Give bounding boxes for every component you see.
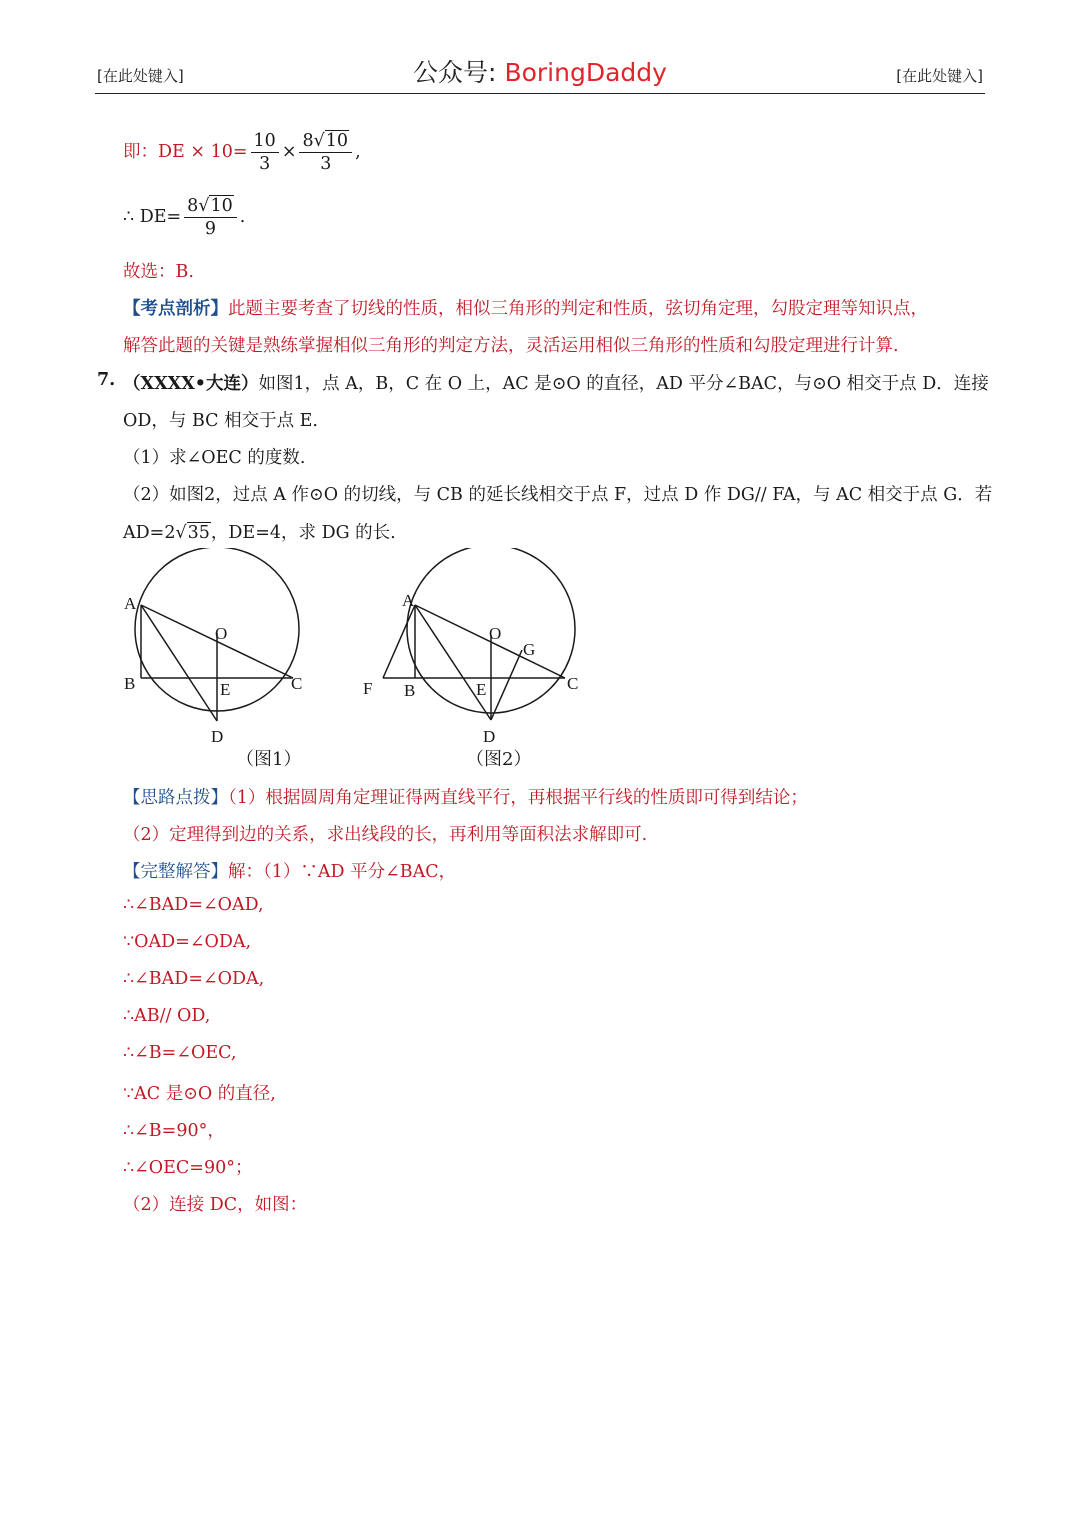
header-left-placeholder: [在此处键入] xyxy=(97,67,184,85)
header-right-placeholder: [在此处键入] xyxy=(896,67,983,85)
header-brand: BoringDaddy xyxy=(504,58,667,87)
equation-line-1: 即：DE × 10= $\frac{10}{3}$ × $\frac{8√10}{3}$ , xyxy=(123,131,361,174)
fig2-label-C: C xyxy=(567,674,579,693)
answer-step: ∴∠B=∠OEC, xyxy=(123,1043,237,1063)
fig2-label-E: E xyxy=(476,680,487,699)
fraction-8root10-over-9: $\frac{8√10}{9}$ xyxy=(184,195,237,240)
fig2-label-D: D xyxy=(483,727,496,746)
fig2-label-A: A xyxy=(402,591,415,610)
answer-step: ∴∠BAD=∠ODA, xyxy=(123,969,265,989)
question-stem-1: （XXXX•大连）如图1，点 A，B，C 在 O 上，AC 是⊙O 的直径，AD 平分∠BAC，与⊙O 相交于点 D．连接 xyxy=(123,374,989,394)
fraction-8root10-over-3: $\frac{8√10}{3}$ xyxy=(299,130,352,175)
answer-step: ∴AB// OD, xyxy=(123,1006,211,1026)
fig1-label-C: C xyxy=(291,674,303,693)
eq2-prefix: ∴ DE= xyxy=(123,207,182,227)
question-part-2-line-2: AD=2√35，DE=4，求 DG 的长. xyxy=(123,523,396,543)
choice-line: 故选：B. xyxy=(123,262,194,282)
answer-step: ∵AC 是⊙O 的直径, xyxy=(123,1084,276,1104)
fig1-label-O: O xyxy=(215,624,228,643)
question-part-2-line-1: （2）如图2，过点 A 作⊙O 的切线，与 CB 的延长线相交于点 F，过点 D 作 DG// FA，与 AC 相交于点 G．若 xyxy=(123,485,993,505)
fig1-segment-AD xyxy=(141,605,217,721)
fig2-segment-AD xyxy=(415,605,491,720)
fig1-label-B: B xyxy=(124,674,136,693)
header-title xyxy=(95,53,985,89)
header-title-prefix: 公众号: xyxy=(413,58,497,87)
fig2-label-F: F xyxy=(363,679,373,698)
hint-line-2: （2）定理得到边的关系，求出线段的长，再利用等面积法求解即可. xyxy=(123,825,648,845)
answer-tag: 【完整解答】 xyxy=(123,862,228,882)
answer-step: （2）连接 DC，如图： xyxy=(123,1195,308,1215)
fig2-label-O: O xyxy=(489,624,502,643)
hint-tag: 【思路点拨】 xyxy=(123,788,228,808)
figure-1-diagram xyxy=(115,548,325,748)
fig1-label-A: A xyxy=(124,594,137,613)
page-header xyxy=(95,55,985,94)
question-source: （XXXX•大连） xyxy=(123,374,259,394)
hint-line-1: 【思路点拨】（1）根据圆周角定理证得两直线平行，再根据平行线的性质即可得到结论； xyxy=(123,788,808,808)
analysis-line-2: 解答此题的关键是熟练掌握相似三角形的判定方法，灵活运用相似三角形的性质和勾股定理进行计算. xyxy=(123,336,899,356)
answer-step: ∴∠BAD=∠OAD, xyxy=(123,895,264,915)
answer-intro: 【完整解答】解：（1）∵AD 平分∠BAC， xyxy=(123,862,457,882)
fig2-label-B: B xyxy=(404,681,416,700)
answer-step: ∴∠OEC=90°； xyxy=(123,1158,253,1178)
fig2-segment-FA xyxy=(383,605,415,678)
answer-step: ∴∠B=90°， xyxy=(123,1121,225,1141)
figure-2-caption: （图2） xyxy=(466,749,532,770)
fig1-label-E: E xyxy=(220,680,231,699)
question-number: 7. xyxy=(97,370,116,390)
fig1-label-D: D xyxy=(211,727,224,746)
eq1-prefix: 即：DE × 10= xyxy=(123,142,248,162)
analysis-line-1: 【考点剖析】此题主要考查了切线的性质，相似三角形的判定和性质，弦切角定理，勾股定理等知识点， xyxy=(123,299,928,319)
equation-line-2: ∴ DE= $\frac{8√10}{9}$ . xyxy=(123,196,246,239)
figure-1-caption: （图1） xyxy=(236,749,302,770)
question-stem-2: OD，与 BC 相交于点 E. xyxy=(123,411,318,431)
fraction-10-over-3: $\frac{10}{3}$ xyxy=(251,130,279,175)
answer-step: ∵OAD=∠ODA, xyxy=(123,932,252,952)
analysis-tag: 【考点剖析】 xyxy=(123,299,228,319)
figure-2-diagram xyxy=(355,548,595,748)
question-part-1: （1）求∠OEC 的度数. xyxy=(123,448,306,468)
fig2-label-G: G xyxy=(523,640,536,659)
